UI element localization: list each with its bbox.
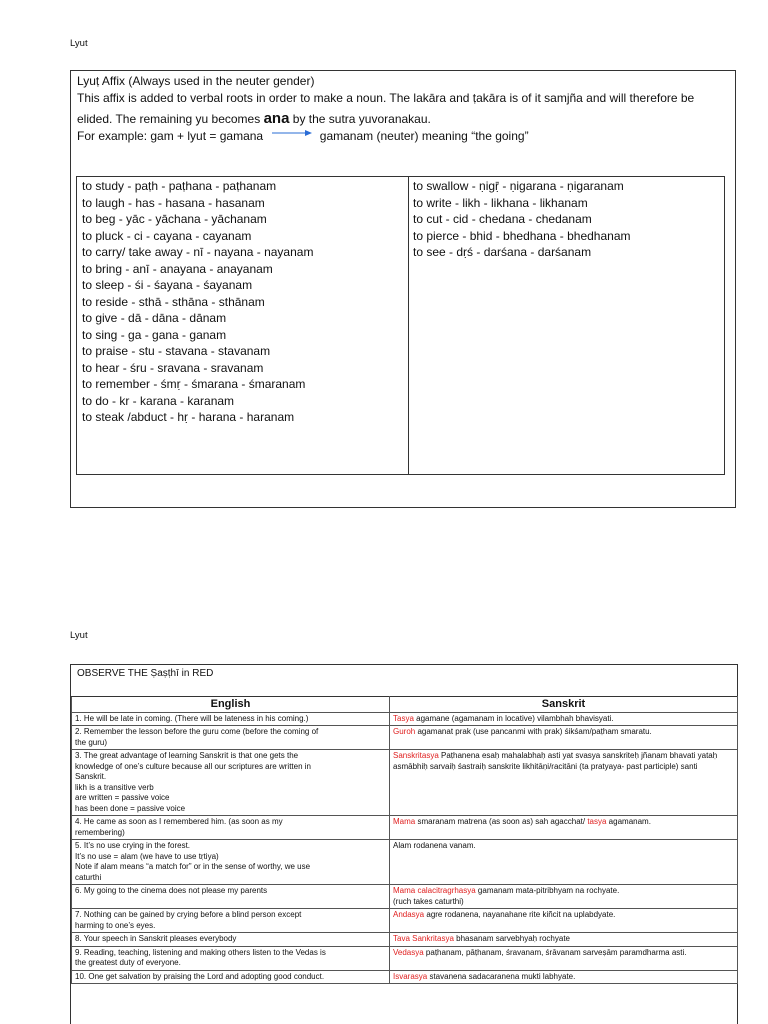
table-row (72, 840, 738, 885)
english-line: Sanskrit. (75, 772, 107, 781)
sanskrit-text: Paṭhanena esaḥ mahalabhaḥ asti yat svasya sanskriteḥ jñanam bhavati yataḥ asmābhiḥ sarvaiḥ śastraiḥ sanskrite likhitāṇi/racitāni (ta pratyaya- past participle) santi (393, 751, 718, 771)
english-line: 2. Remember the lesson before the guru come (before the coming of (75, 727, 319, 736)
verb-entry: to remember - śmṛ - śmarana - śmaranam (82, 377, 306, 391)
column-divider (408, 177, 409, 474)
table-row (72, 885, 738, 909)
english-line: 9. Reading, teaching, listening and making others listen to the Vedas is (75, 947, 326, 957)
english-line: caturthi (75, 872, 102, 882)
english-line: remembering) (75, 827, 125, 837)
intro-title: Lyuṭ Affix (Always used in the neuter gender) (77, 74, 315, 88)
sasthi-word: Guroh (393, 727, 416, 736)
sasthi-exercise-box (70, 664, 738, 1024)
verb-entry: to steak /abduct - hṛ - harana - haranam (82, 410, 295, 424)
sanskrit-cell (390, 970, 738, 984)
sanskrit-cell (390, 885, 738, 909)
sasthi-table (71, 696, 738, 984)
sanskrit-cell (390, 909, 738, 933)
sanskrit-cell (390, 816, 738, 840)
example-line (77, 128, 729, 145)
english-cell (72, 712, 390, 726)
english-cell (72, 816, 390, 840)
verb-entry: to laugh - has - hasana - hasanam (82, 195, 265, 210)
sasthi-word: Tava Sankritasya (393, 934, 454, 943)
intro-text (77, 73, 729, 145)
english-line: 3. The great advantage of learning Sanskrit is that one gets the (75, 751, 299, 760)
english-line: 6. My going to the cinema does not please my parents (75, 886, 268, 895)
page-header-lyut: Lyut (70, 630, 88, 641)
sasthi-word: Sanskritasya (393, 751, 439, 760)
verb-entry: to bring - anī - anayana - anayanam (82, 261, 273, 276)
table-row (72, 933, 738, 947)
verb-entry: to beg - yāc - yāchana - yāchanam (82, 212, 267, 226)
sanskrit-cell (390, 840, 738, 885)
verb-entry: to swallow - ṇigṝ - ṇigarana - ṇigaranam (413, 179, 624, 193)
english-line: knowledge of one’s culture because all our scriptures are written in (75, 761, 311, 771)
verb-entry: to reside - sthā - sthāna - sthānam (82, 294, 265, 309)
example-right: gamanam (neuter) meaning “the going” (319, 129, 529, 143)
sanskrit-text: paṭhanam, pāṭhanam, śravanam, śrāvanam sarveṣām paramdharma asti. (423, 947, 687, 957)
sanskrit-cell (390, 726, 738, 750)
sanskrit-text: smaranam matrena (as soon as) sah agacchat/ (415, 817, 588, 826)
intro-line-post: by the sutra yuvoranakau. (292, 112, 431, 126)
sasthi-word: tasya (587, 817, 607, 826)
intro-line: This affix is added to verbal roots in order to make a noun. The lakāra and ṭakāra is of it samjña and will therefore be (77, 91, 695, 105)
verb-entry: to hear - śru - sravana - sravanam (82, 360, 264, 375)
sasthi-word: Andasya (393, 910, 425, 919)
sanskrit-cell (390, 933, 738, 947)
english-cell (72, 970, 390, 984)
verb-list-left (82, 178, 313, 426)
sasthi-word: Vedasya (393, 947, 424, 957)
sanskrit-cell (390, 946, 738, 970)
verb-forms-table (76, 176, 725, 475)
english-cell (72, 840, 390, 885)
table-row (72, 909, 738, 933)
verb-entry: to see - dṛś - darśana - darśanam (413, 245, 592, 259)
verb-entry: to sing - ga - gana - ganam (82, 327, 227, 342)
verb-entry: to study - paṭh - paṭhana - paṭhanam (82, 179, 277, 193)
sanskrit-cell (390, 750, 738, 816)
intro-line-pre: elided. The remaining yu becomes (77, 112, 261, 126)
english-line: 7. Nothing can be gained by crying before a blind person except (75, 910, 302, 919)
table-body (72, 712, 738, 984)
english-line: 1. He will be late in coming. (There will be lateness in his coming.) (75, 713, 309, 723)
verb-entry: to praise - stu - stavana - stavanam (82, 344, 271, 358)
sasthi-word: Mama (393, 817, 416, 826)
sasthi-word: Tasya (393, 713, 414, 723)
table-row (72, 712, 738, 726)
sanskrit-text: stavanena sadacaranena mukti labhyate. (427, 971, 576, 981)
arrow-right-icon (272, 129, 312, 137)
column-header-sanskrit: Sanskrit (390, 697, 738, 713)
english-line: It’s no use = alam (we have to use tṛtiya) (75, 851, 219, 861)
page-header-lyut: Lyut (70, 38, 88, 49)
table-header-row (72, 697, 738, 713)
table-row (72, 946, 738, 970)
sanskrit-cell (390, 712, 738, 726)
sanskrit-text: gamanam mata-pitribhyam na rochyate. (475, 886, 620, 895)
verb-entry: to pluck - ci - cayana - cayanam (82, 228, 252, 243)
english-line: the greatest duty of everyone. (75, 958, 181, 967)
english-cell (72, 885, 390, 909)
verb-list-right (413, 178, 630, 261)
column-header-english: English (72, 697, 390, 713)
verb-entry: to carry/ take away - nī - nayana - nayanam (82, 245, 314, 259)
english-line: 4. He came as soon as I remembered him. (as soon as my (75, 817, 283, 826)
table-row (72, 726, 738, 750)
sanskrit-text: agamane (agamanam in locative) vilambhah bhavisyati. (413, 713, 614, 723)
english-cell (72, 726, 390, 750)
english-line: are written = passive voice (75, 793, 170, 802)
table-row (72, 970, 738, 984)
sanskrit-text: bhasanam sarvebhyaḥ rochyate (453, 934, 570, 943)
english-line: has been done = passive voice (75, 803, 186, 813)
english-line: likh is a transitive verb (75, 782, 154, 792)
sasthi-word: Isvarasya (393, 971, 428, 981)
sanskrit-text: agamanat prak (use pancanmi with prak) śikśam/paṭham smaratu. (415, 727, 652, 736)
verb-entry: to write - likh - likhana - likhanam (413, 195, 588, 210)
example-left: For example: gam + lyut = gamana (77, 129, 264, 143)
english-line: Note if alam means “a match for” or in the sense of worthy, we use (75, 862, 311, 871)
english-line: 8. Your speech in Sanskrit pleases everybody (75, 934, 237, 943)
english-line: 10. One get salvation by praising the Lord and adopting good conduct. (75, 971, 325, 981)
verb-entry: to do - kr - karana - karanam (82, 393, 235, 408)
english-cell (72, 750, 390, 816)
intro-line (77, 110, 729, 128)
english-cell (72, 933, 390, 947)
sanskrit-note: (ruch takes caturthi) (393, 896, 464, 906)
english-cell (72, 909, 390, 933)
verb-entry: to give - dā - dāna - dānam (82, 311, 227, 325)
english-line: 5. It’s no use crying in the forest. (75, 841, 191, 850)
observe-heading: OBSERVE THE Ṣaṣṭhī in RED (77, 668, 214, 679)
verb-entry: to cut - cid - chedana - chedanam (413, 212, 592, 226)
ana-bold: ana (263, 110, 290, 127)
sanskrit-text: Alam rodanena vanam. (393, 841, 476, 850)
sanskrit-text: agamanam. (606, 817, 651, 826)
english-line: harming to one’s eyes. (75, 920, 156, 930)
verb-entry: to pierce - bhid - bhedhana - bhedhanam (413, 228, 631, 243)
english-line: the guru) (75, 737, 108, 747)
english-cell (72, 946, 390, 970)
table-row (72, 816, 738, 840)
lyut-affix-box (70, 70, 736, 508)
verb-entry: to sleep - śi - śayana - śayanam (82, 278, 253, 292)
table-row (72, 750, 738, 816)
sasthi-word: Mama calacitragrhasya (393, 886, 476, 895)
sanskrit-text: agre rodanena, nayanahane rite kiñcit na uplabdyate. (424, 910, 616, 919)
